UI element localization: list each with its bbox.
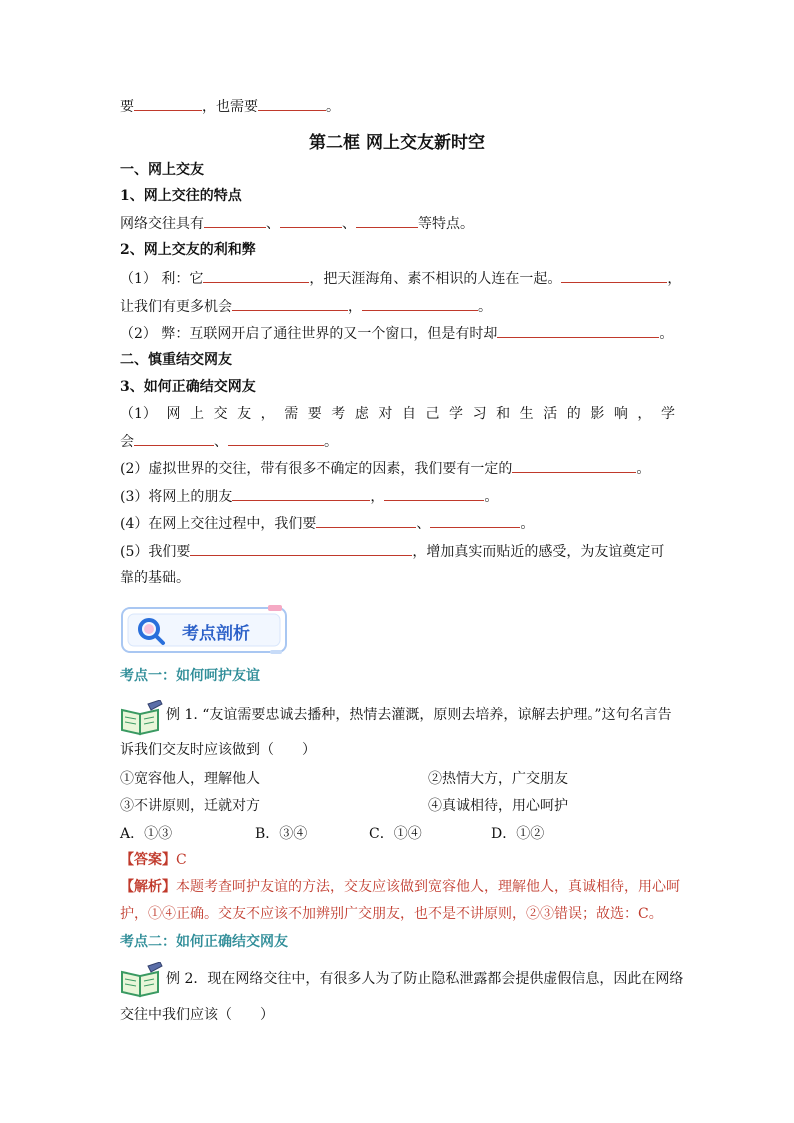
kaodian-1: 考点一：如何呵护友谊	[120, 668, 260, 684]
fill-line-3d	[120, 486, 498, 507]
justified-char: 的	[566, 406, 581, 422]
justified-char: 和	[496, 406, 511, 422]
blank	[561, 268, 667, 283]
answer-line	[120, 850, 187, 870]
choice-d: D．①②	[491, 826, 545, 842]
fill-line-3b	[120, 431, 338, 452]
blank	[134, 96, 202, 111]
example-2-line1: 例 2．现在网络交往中，有很多人为了防止隐私泄露都会提供虚假信息，因此在网络	[166, 971, 684, 987]
justified-char: 影	[590, 406, 605, 422]
analysis-line2: 护，①④正确。交友不应该不加辨别广交朋友，也不是不讲原则，②③错误；故选：C。	[120, 906, 663, 922]
text: ，	[370, 489, 385, 505]
analysis-text: 本题考查呵护友谊的方法，交友应该做到宽容他人，理解他人，真诚相待，用心呵	[176, 879, 680, 895]
text: (5）我们要	[120, 544, 191, 560]
heading-2: 二、慎重结交网友	[120, 352, 232, 368]
option-1: ①宽容他人，理解他人	[120, 771, 260, 787]
text: 。	[659, 326, 674, 342]
blank	[497, 323, 659, 338]
answer-value: C	[176, 852, 187, 868]
justified-char: 要	[307, 406, 322, 422]
heading-1: 一、网上交友	[120, 162, 204, 178]
blank	[232, 296, 348, 311]
justified-char: 响	[613, 406, 628, 422]
text: ，	[348, 299, 362, 315]
example-1-line2: 诉我们交友时应该做到（ ）	[120, 742, 316, 758]
blank	[258, 96, 326, 111]
example-2-line2: 交往中我们应该（ ）	[120, 1007, 274, 1023]
answer-tag: 【答案】	[120, 852, 176, 868]
option-4: ④真诚相待，用心呵护	[428, 798, 568, 814]
text: 、	[266, 216, 280, 232]
text: ，把天涯海角、素不相识的人连在一起。	[309, 271, 562, 287]
book-pencil-icon	[120, 962, 164, 1002]
fill-line-top	[120, 96, 340, 117]
text: 会	[120, 434, 134, 450]
justified-char: 习	[472, 406, 487, 422]
text: 。	[324, 434, 338, 450]
subheading-2: 2、网上交友的利和弊	[120, 242, 256, 258]
justified-char: 自	[401, 406, 416, 422]
text: （1） 利：它	[120, 271, 204, 287]
search-icon	[136, 616, 166, 650]
text: （2） 弊：互联网开启了通往世界的又一个窗口，但是有时却	[120, 326, 498, 342]
text: 。	[636, 461, 651, 477]
subheading-1: 1、网上交往的特点	[120, 188, 242, 204]
choice-a: A．①③	[120, 826, 173, 842]
text: ，增加真实而贴近的感受，为友谊奠定可	[412, 544, 665, 560]
text: 等特点。	[418, 216, 474, 232]
fill-line-3c	[120, 458, 650, 479]
justified-char: 交	[213, 406, 228, 422]
text: (3）将网上的朋友	[120, 489, 233, 505]
option-3: ③不讲原则，迁就对方	[120, 798, 260, 814]
text: 。	[326, 99, 340, 115]
text: 、	[214, 434, 228, 450]
justified-char: 网	[166, 406, 181, 422]
text: 让我们有更多机会	[120, 299, 232, 315]
text: 要	[120, 99, 134, 115]
text: 、	[416, 516, 431, 532]
banner-label: 考点剖析	[182, 624, 250, 644]
justified-char: ，	[260, 406, 275, 422]
text: 、	[342, 216, 356, 232]
justified-char: 上	[190, 406, 205, 422]
blank	[228, 431, 324, 446]
section-title: 第二框 网上交友新时空	[309, 133, 485, 153]
text-line: 靠的基础。	[120, 570, 190, 586]
justified-line	[120, 404, 675, 424]
text: 。	[520, 516, 535, 532]
blank	[280, 213, 342, 228]
justified-char: 友	[237, 406, 252, 422]
justified-char: 对	[378, 406, 393, 422]
text: 网络交往具有	[120, 216, 204, 232]
justified-char: 需	[284, 406, 299, 422]
fill-line-3e	[120, 513, 534, 534]
choice-b: B．③④	[255, 826, 308, 842]
analysis-tag: 【解析】	[120, 879, 176, 895]
text: 。	[478, 299, 492, 315]
option-2: ②热情大方，广交朋友	[428, 771, 568, 787]
text: (4）在网上交往过程中，我们要	[120, 516, 317, 532]
fill-line-2b	[120, 296, 492, 317]
justified-char: 活	[543, 406, 558, 422]
blank	[384, 486, 484, 501]
banner-kaodian	[120, 604, 288, 656]
justified-char: 学	[660, 406, 675, 422]
blank	[430, 513, 520, 528]
justified-char: 生	[519, 406, 534, 422]
justified-char: 学	[449, 406, 464, 422]
blank	[134, 431, 214, 446]
fill-line-2a	[120, 268, 681, 289]
blank	[356, 213, 418, 228]
text: ，也需要	[202, 99, 258, 115]
text: ，	[667, 271, 682, 287]
justified-char: 考	[331, 406, 346, 422]
subheading-3: 3、如何正确结交网友	[120, 379, 256, 395]
fill-line-2c	[120, 323, 673, 344]
justified-char: 虑	[354, 406, 369, 422]
justified-char: ，	[637, 406, 652, 422]
analysis-line1	[120, 877, 680, 897]
kaodian-2: 考点二：如何正确结交网友	[120, 934, 288, 950]
blank	[190, 541, 412, 556]
blank	[232, 486, 370, 501]
text: (2）虚拟世界的交往，带有很多不确定的因素，我们要有一定的	[120, 461, 513, 477]
blank	[362, 296, 478, 311]
blank	[203, 268, 309, 283]
fill-line-3f	[120, 541, 664, 562]
blank	[316, 513, 416, 528]
example-1-line1: 例 1. “友谊需要忠诚去播种，热情去灌溉，原则去培养，谅解去护理。”这句名言告	[166, 707, 672, 723]
blank	[512, 458, 636, 473]
choice-c: C．①④	[369, 826, 422, 842]
fill-line-1	[120, 213, 474, 234]
blank	[204, 213, 266, 228]
justified-char: （1）	[120, 406, 157, 422]
justified-char: 己	[425, 406, 440, 422]
book-pencil-icon	[120, 700, 164, 740]
text: 。	[484, 489, 499, 505]
